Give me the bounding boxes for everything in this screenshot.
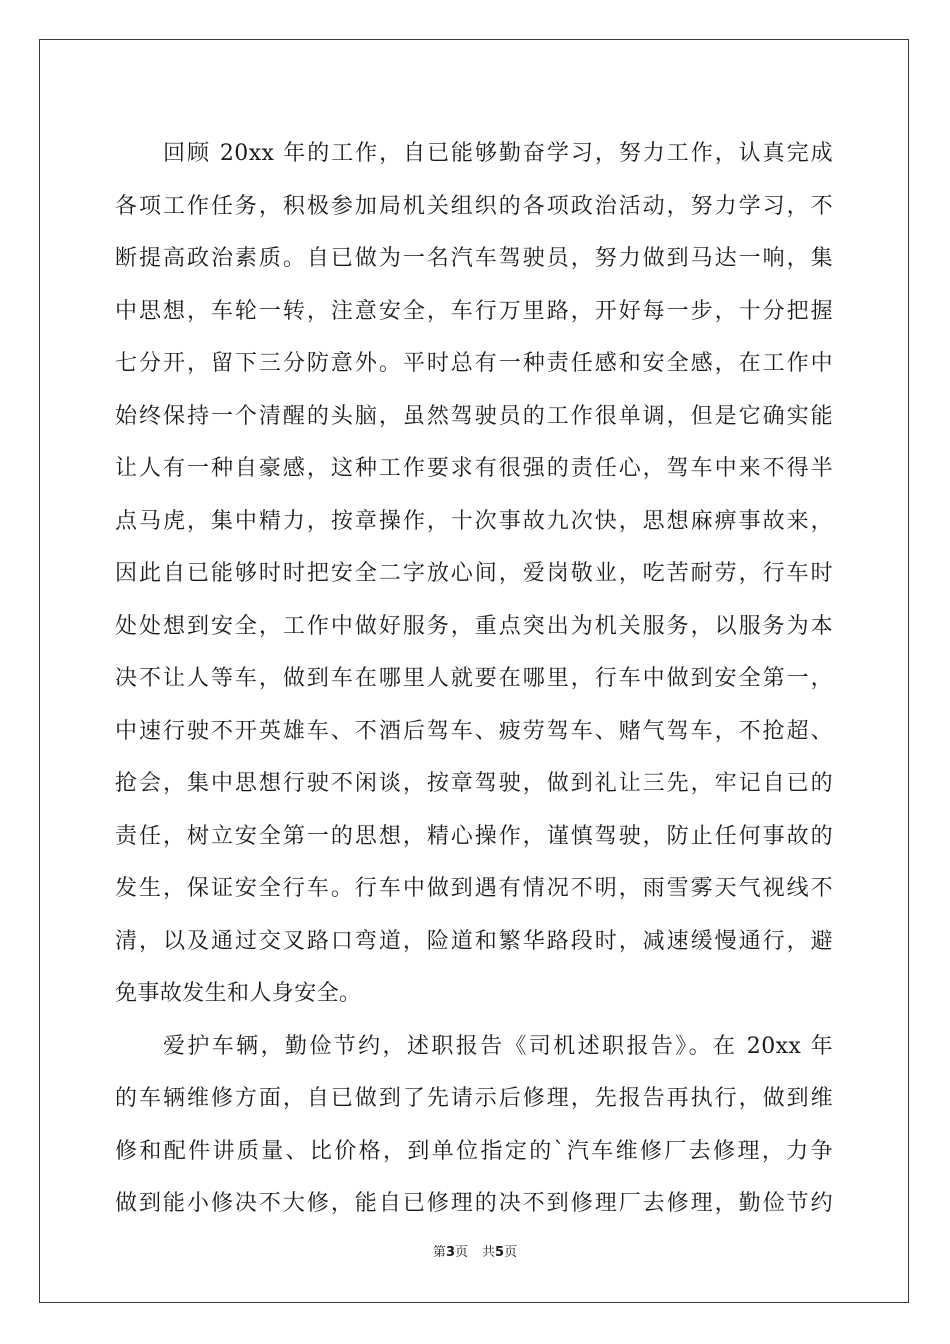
paragraph-line: 让人有一种自豪感，这种工作要求有很强的责任心，驾车中来不得半 [115,456,833,481]
paragraph-line: 清，以及通过交叉路口弯道，险道和繁华路段时，减速缓慢通行，避 [115,928,833,954]
paragraph-line: 修和配件讲质量、比价格，到单位指定的`汽车维修厂去修理，力争 [115,1138,833,1164]
paragraph-line: 责任，树立安全第一的思想，精心操作，谨慎驾驶，防止任何事故的 [115,823,833,849]
paragraph-line: 七分开，留下三分防意外。平时总有一种责任感和安全感，在工作中 [115,351,833,376]
paragraph-line: 发生，保证安全行车。行车中做到遇有情况不明，雨雪雾天气视线不 [115,876,833,901]
document-body [115,128,833,1231]
paragraph-line: 爱护车辆，勤俭节约，述职报告《司机述职报告》。在 20xx 年 [163,1033,833,1059]
paragraph-line: 断提高政治素质。自已做为一名汽车驾驶员，努力做到马达一响，集 [115,246,833,271]
paragraph-line: 回顾 20xx 年的工作，自已能够勤奋学习，努力工作，认真完成 [163,141,833,166]
paragraph-line: 各项工作任务，积极参加局机关组织的各项政治活动，努力学习，不 [115,193,833,219]
page-prefix: 第 [432,1245,446,1260]
paragraph-line: 中思想，车轮一转，注意安全，车行万里路，开好每一步，十分把握 [115,298,833,324]
paragraph-line: 中速行驶不开英雄车、不酒后驾车、疲劳驾车、赌气驾车，不抢超、 [115,718,833,744]
paragraph-line: 抢会，集中思想行驶不闲谈，按章驾驶，做到礼让三先，牢记自已的 [115,771,833,796]
page-footer [0,1241,950,1260]
paragraph-line: 处处想到安全，工作中做好服务，重点突出为机关服务，以服务为本 [115,613,833,639]
paragraph-line: 始终保持一个清醒的头脑，虽然驾驶员的工作很单调，但是它确实能 [115,403,833,429]
paragraph-line: 的车辆维修方面，自已做到了先请示后修理，先报告再执行，做到维 [115,1086,833,1111]
page-number: 3 [445,1245,455,1260]
paragraph-line: 因此自已能够时时把安全二字放心间，爱岗敬业，吃苦耐劳，行车时 [115,561,833,586]
paragraph-1 [115,128,833,1021]
paragraph-line: 决不让人等车，做到车在哪里人就要在哪里，行车中做到安全第一， [115,666,833,691]
total-suffix: 页 [504,1245,518,1260]
paragraph-line: 点马虎，集中精力，按章操作，十次事故九次快，思想麻痹事故来， [115,508,833,534]
total-prefix: 共 [482,1245,496,1260]
paragraph-line: 做到能小修决不大修，能自已修理的决不到修理厂去修理，勤俭节约 [115,1191,833,1216]
paragraph-line: 免事故发生和人身安全。 [115,981,362,1006]
paragraph-2 [115,1021,833,1231]
page-suffix: 页 [454,1245,468,1260]
total-pages: 5 [495,1245,505,1260]
